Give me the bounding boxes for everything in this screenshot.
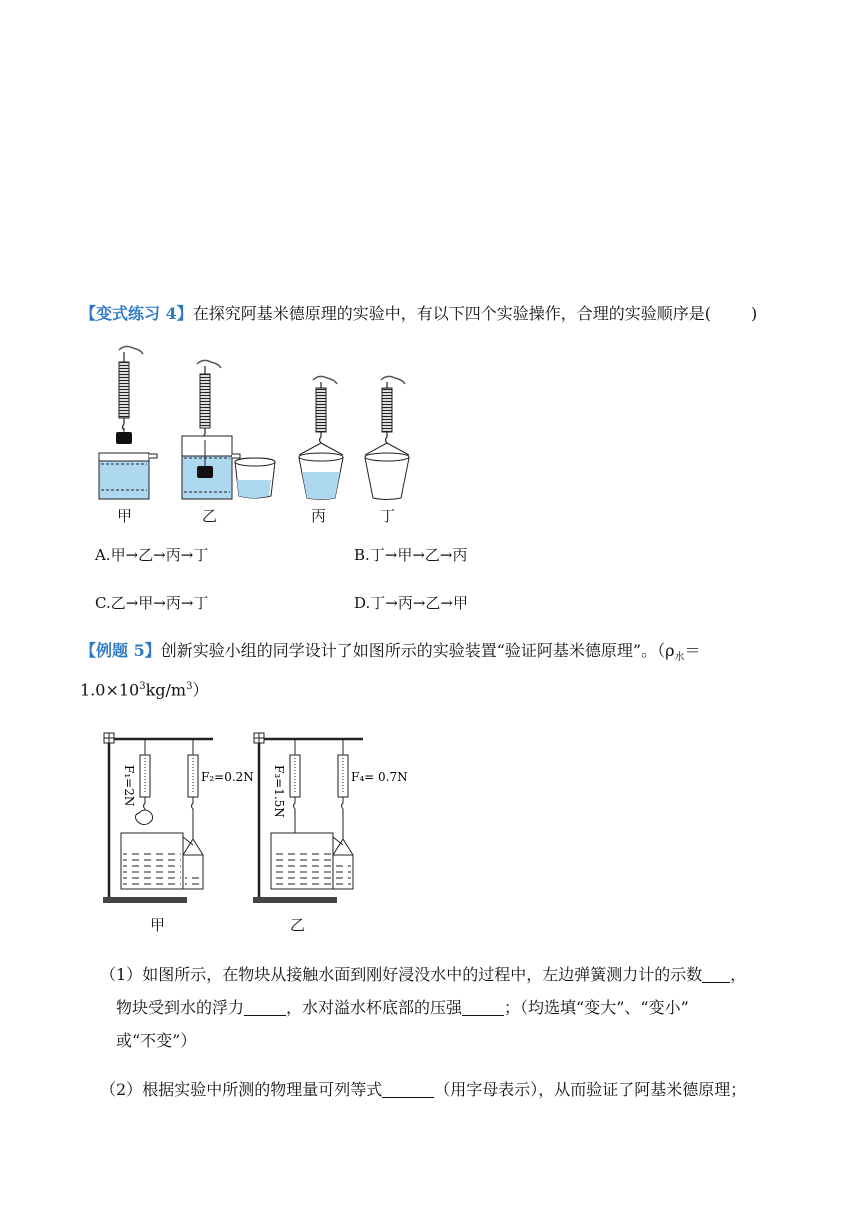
q1-text-4: ；（均选填“变大”、“变小” [504,998,689,1017]
spring-scale-icon [200,374,210,428]
option-text: 甲→乙→丙→丁 [110,546,209,564]
ex5-tag: 【例题 5】 [80,641,161,660]
q1-blank-2[interactable] [244,999,286,1016]
q1-text-end: ， [730,965,747,984]
density-close: ） [192,680,209,700]
q2-text: 根据实验中所测的物理量可列等式 [142,1080,383,1099]
density-unit: kg/m [145,680,187,700]
ex5-setup-yi [253,733,408,903]
ex5-q2-line [100,1079,746,1101]
overflow-cup-icon [99,461,149,499]
q4-caption-bing: 丙 [311,507,327,525]
ex5-eq: ＝ [684,641,701,660]
ex5-setup-jia [103,733,254,903]
ex5-density-line [80,676,208,701]
metal-block-icon [197,466,213,478]
f3-label: F₃=1.5N [272,765,286,818]
ex5-q1-line2 [116,997,689,1019]
spring-scale-icon [119,362,129,418]
q4-setup-ding [365,376,409,499]
q1-text-3: ，水对溢水杯底部的压强 [286,998,463,1017]
q4-option-d[interactable] [354,592,468,614]
ex5-stem-line [80,640,701,669]
f2-label: F₂=0.2N [201,770,254,784]
f4-label: F₄= 0.7N [351,770,408,784]
object-block-icon [135,810,152,825]
density-value: 1.0×10 [80,680,140,700]
q4-caption-jia: 甲 [117,507,133,525]
unit-exponent: 3 [186,681,193,692]
q2-blank[interactable] [382,1081,434,1098]
density-exponent: 3 [139,681,146,692]
ex5-stem: 创新实验小组的同学设计了如图所示的实验装置“验证阿基米德原理”。（ρ [160,641,675,660]
q4-caption-yi: 乙 [202,507,218,525]
q1-blank-1[interactable] [702,966,730,983]
stand-base-icon [103,897,187,903]
q1-text-5: 或“不变”） [116,1031,197,1050]
option-text: 丁→丙→乙→甲 [370,594,468,612]
q2-text-end: （用字母表示），从而验证了阿基米德原理； [434,1080,747,1099]
q4-option-c[interactable] [95,592,208,614]
ex5-caption-jia: 甲 [150,916,166,934]
q4-paren-close: ) [750,304,758,323]
option-label: D. [354,594,371,612]
q4-stem: 在探究阿基米德原理的实验中，有以下四个实验操作，合理的实验顺序是( [192,304,711,323]
q4-setup-jia [99,346,157,499]
f1-label: F₁=2N [122,765,136,807]
q1-blank-3[interactable] [462,999,504,1016]
q4-setup-yi [182,360,275,499]
option-text: 丁→甲→乙→丙 [369,546,468,564]
q4-option-b[interactable] [354,544,468,566]
q4-option-a[interactable] [95,544,208,566]
q4-setup-bing [299,376,343,499]
q1-text: 如图所示，在物块从接触水面到刚好浸没水中的过程中，左边弹簧测力计的示数 [142,965,703,984]
ex5-q1-line1 [100,964,746,986]
small-bucket-icon [365,458,409,500]
option-label: B. [354,546,370,564]
q4-tag: 【变式练习 4】 [80,304,193,323]
q1-number: （1） [100,965,143,984]
ex5-caption-yi: 乙 [290,916,306,934]
q4-figure [85,340,425,505]
option-text: 乙→甲→丙→丁 [110,594,209,612]
ex5-figure [95,725,425,915]
ex5-q1-line3 [116,1030,196,1052]
rho-subscript: 水 [674,652,685,664]
option-label: A. [95,546,111,564]
q2-number: （2） [100,1080,143,1099]
spring-scale-icon [316,388,326,432]
spring-scale-icon [382,388,392,432]
metal-block-icon [116,432,132,444]
q4-stem-line [80,303,757,325]
hand-icon [119,346,143,354]
stand-base-icon [253,897,337,903]
option-label: C. [95,594,111,612]
q1-text-2: 物块受到水的浮力 [116,998,245,1017]
q4-caption-ding: 丁 [380,507,396,525]
